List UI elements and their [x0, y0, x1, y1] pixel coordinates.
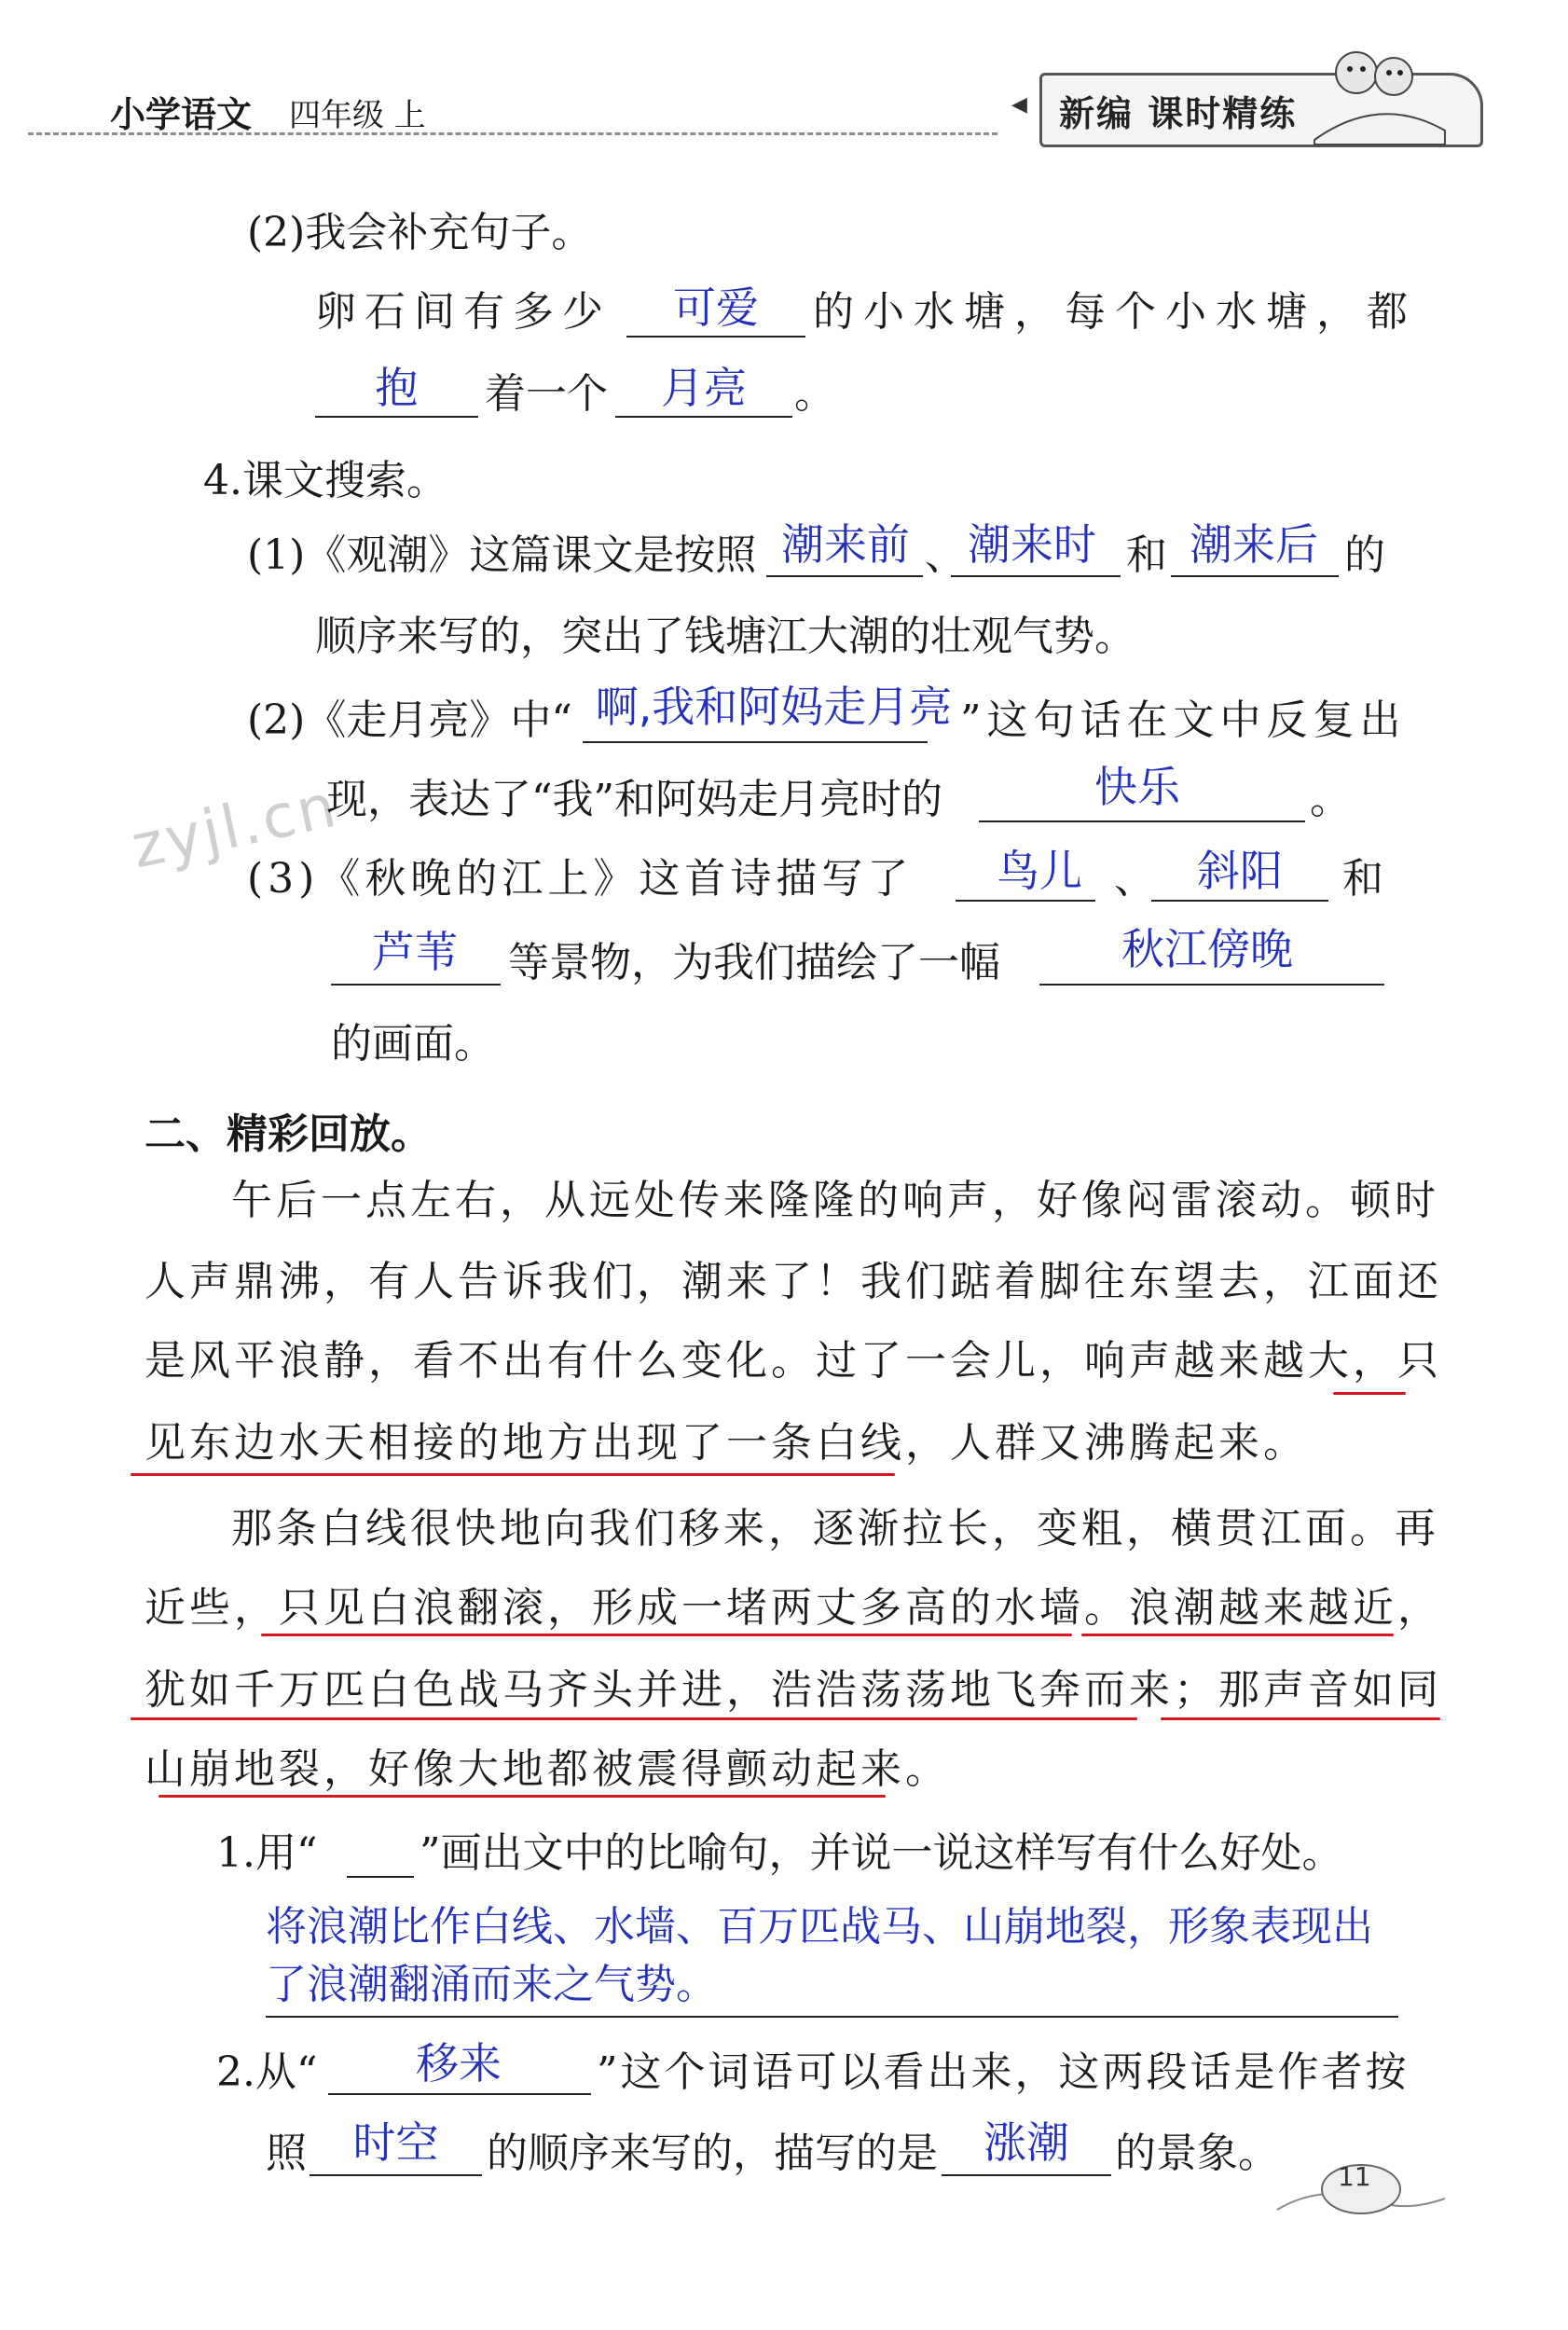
q3-2-answer2: 抱	[375, 363, 419, 413]
para1-line3: 是风平浪静，看不出有什么变化。过了一会儿，响声越来越大，只	[144, 1337, 1442, 1385]
q4-1-answer1: 潮来前	[781, 519, 910, 570]
q2-blank3	[942, 2174, 1111, 2176]
para1-line1: 午后一点左右，从远处传来隆隆的响声，好像闷雷滚动。顿时	[231, 1177, 1439, 1224]
page-number: 11	[1338, 2161, 1371, 2192]
q4-1-answer2: 潮来时	[968, 519, 1096, 570]
book-title: 小学语文	[110, 94, 253, 135]
q2-answer3: 涨潮	[983, 2117, 1069, 2168]
para2-line2: 近些，只见白浪翻滚，形成一堵两丈多高的水墙。浪潮越来越近，	[144, 1584, 1442, 1632]
q4-3-answer4: 秋江傍晚	[1121, 924, 1293, 974]
q4-3-and: 和	[1342, 855, 1383, 903]
q4-3-end: 的画面。	[331, 1020, 495, 1068]
q1-end: ”画出文中的比喻句，并说一说这样写有什么好处。	[420, 1829, 1343, 1877]
q4-title: 4.课文搜索。	[203, 457, 447, 504]
q3-2-line2-mid: 着一个	[485, 370, 608, 418]
q4-1-end: 的	[1344, 531, 1385, 579]
q1-answer-line2: 了浪潮翻涌而来之气势。	[266, 1961, 717, 2008]
q1-answer-rule	[266, 2016, 1398, 2018]
q4-1-blank3	[1171, 575, 1339, 577]
triangle-marker-icon: ◀	[1011, 93, 1027, 117]
q4-1-blank1	[766, 575, 923, 577]
q3-2-blank2	[315, 416, 478, 418]
underline-mark	[131, 1717, 1137, 1720]
underline-mark	[131, 1473, 895, 1476]
para2-line1: 那条白线很快地向我们移来，逐渐拉长，变粗，横贯江面。再	[231, 1505, 1439, 1552]
section2-title: 二、精彩回放。	[144, 1110, 432, 1158]
q2-line2-end: 的景象。	[1115, 2130, 1279, 2177]
para2-line4: 山崩地裂，好像大地都被震得颤动起来。	[144, 1745, 950, 1793]
q4-1-start: (1)《观潮》这篇课文是按照	[247, 531, 757, 579]
q2-blank2	[309, 2174, 482, 2176]
q2-answer1: 移来	[416, 2038, 502, 2089]
q4-2-answer2: 快乐	[1094, 762, 1180, 812]
q3-2-line1-start: 卵石间有多少	[315, 288, 612, 336]
series-label: 新编 课时精练	[1059, 92, 1298, 134]
mascot-icon	[1305, 37, 1454, 149]
q4-2-end: ”这句话在文中反复出	[960, 696, 1407, 744]
para1-line4: 见东边水天相接的地方出现了一条白线，人群又沸腾起来。	[144, 1419, 1308, 1467]
watermark: zyjl.cn	[125, 771, 345, 883]
q4-2-line2-end: 。	[1310, 776, 1351, 823]
q4-3-answer1: 鸟儿	[997, 846, 1082, 896]
q1-blank	[347, 1876, 414, 1878]
para2-line3: 犹如千万匹白色战马齐头并进，浩浩荡荡地飞奔而来；那声音如同	[144, 1666, 1442, 1714]
q3-2-prompt: (2)我会补充句子。	[247, 209, 593, 256]
q4-1-and: 和	[1126, 531, 1167, 579]
q4-3-blank4	[1039, 984, 1384, 986]
underline-mark	[1161, 1717, 1440, 1720]
para1-line2: 人声鼎沸，有人告诉我们，潮来了！我们踮着脚往东望去，江面还	[144, 1258, 1442, 1305]
q4-1-line2: 顺序来写的，突出了钱塘江大潮的壮观气势。	[315, 613, 1135, 660]
header-divider	[28, 132, 997, 135]
underline-mark	[1333, 1392, 1406, 1395]
q2-mid: ”这个词语可以看出来，这两段话是作者按	[597, 2048, 1410, 2096]
q4-2-answer1: 啊,我和阿妈走月亮	[595, 682, 953, 732]
q3-2-blank1	[626, 336, 805, 338]
q4-3-sep: 、	[1114, 855, 1155, 903]
q2-line2-mid: 的顺序来写的，描写的是	[487, 2130, 938, 2177]
q4-3-blank2	[1151, 900, 1328, 902]
underline-mark	[1081, 1634, 1394, 1636]
q4-2-blank1	[583, 741, 928, 743]
underline-mark	[158, 1795, 886, 1798]
q2-line2-start: 照	[266, 2130, 307, 2177]
q1-start: 1.用“	[216, 1829, 318, 1877]
q1-answer-line1: 将浪潮比作白线、水墙、百万匹战马、山崩地裂，形象表现出	[266, 1903, 1373, 1951]
underline-mark	[261, 1634, 1072, 1636]
q4-3-start: (3)《秋晚的江上》这首诗描写了	[247, 855, 914, 903]
q4-3-mid: 等景物，为我们描绘了一幅	[508, 939, 1000, 986]
q4-2-start: (2)《走月亮》中“	[247, 696, 572, 744]
q3-2-answer3: 月亮	[661, 363, 747, 413]
grade-label: 四年级 上	[289, 97, 426, 134]
q2-blank1	[328, 2093, 591, 2095]
q4-3-blank1	[956, 900, 1095, 902]
q3-2-line1-end: 的小水塘，每个小水塘，都	[813, 288, 1417, 336]
q3-2-line2-end: 。	[794, 370, 835, 418]
q4-3-blank3	[331, 984, 501, 986]
q4-2-line2: 现，表达了“我”和阿妈走月亮时的	[326, 776, 942, 823]
q3-2-blank3	[615, 416, 792, 418]
q4-3-answer3: 芦苇	[372, 927, 458, 977]
q4-1-answer3: 潮来后	[1190, 519, 1318, 570]
q4-3-answer2: 斜阳	[1197, 846, 1283, 896]
q3-2-answer1: 可爱	[673, 283, 759, 333]
q4-1-blank2	[951, 575, 1121, 577]
q4-2-blank2	[979, 820, 1305, 822]
q2-start: 2.从“	[216, 2048, 318, 2096]
q2-answer2: 时空	[352, 2117, 439, 2168]
q4-1-sep: 、	[925, 531, 966, 579]
